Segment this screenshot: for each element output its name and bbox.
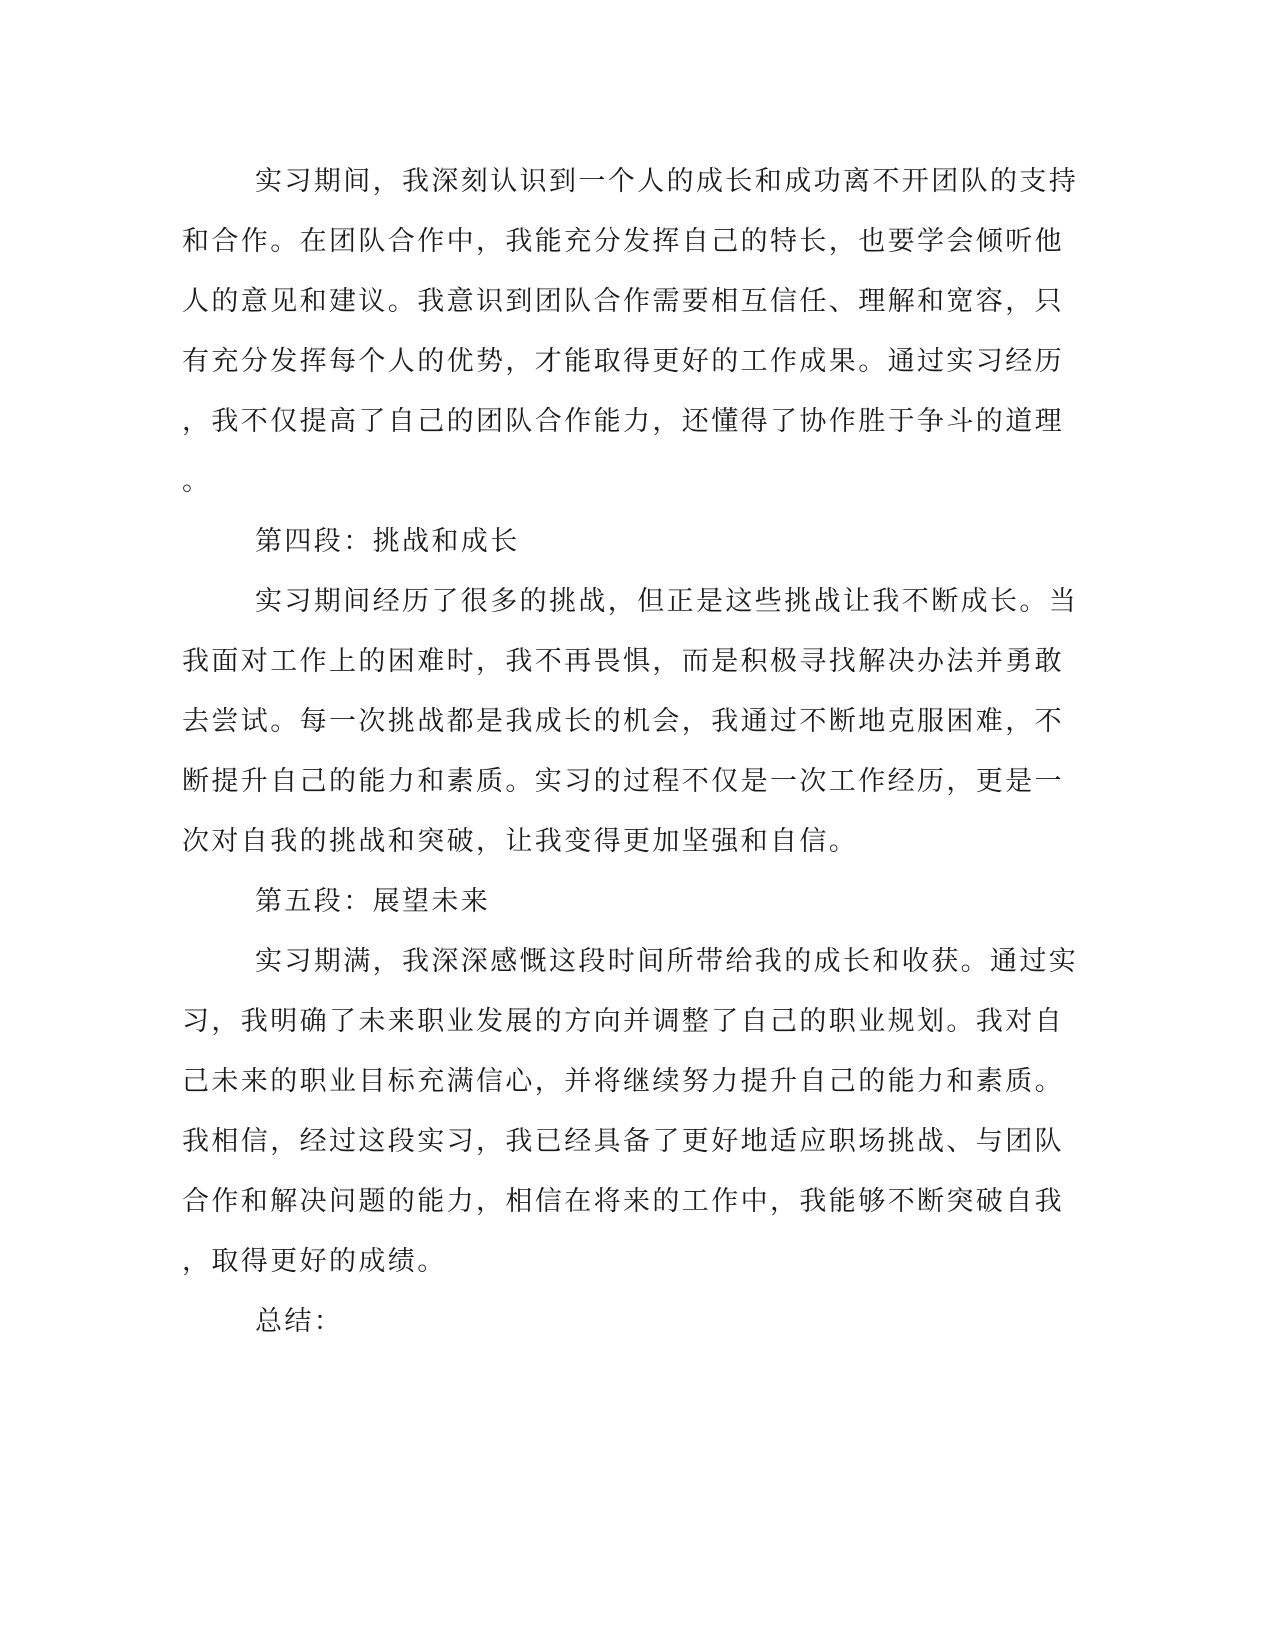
paragraph-line: 合作和解决问题的能力，相信在将来的工作中，我能够不断突破自我	[182, 1186, 1064, 1217]
paragraph-line: 习，我明确了未来职业发展的方向并调整了自己的职业规划。我对自	[182, 1006, 1064, 1037]
paragraph-line: 有充分发挥每个人的优势，才能取得更好的工作成果。通过实习经历	[182, 346, 1064, 377]
paragraph-line: 我相信，经过这段实习，我已经具备了更好地适应职场挑战、与团队	[182, 1126, 1064, 1157]
paragraph-line: 去尝试。每一次挑战都是我成长的机会，我通过不断地克服困难，不	[182, 706, 1064, 737]
paragraph-line: 我面对工作上的困难时，我不再畏惧，而是积极寻找解决办法并勇敢	[182, 646, 1064, 677]
paragraph-line: 断提升自己的能力和素质。实习的过程不仅是一次工作经历，更是一	[182, 766, 1064, 797]
paragraph-line: 己未来的职业目标充满信心，并将继续努力提升自己的能力和素质。	[182, 1066, 1064, 1097]
paragraph-line: ，我不仅提高了自己的团队合作能力，还懂得了协作胜于争斗的道理	[182, 406, 1064, 437]
section-heading: 第四段：挑战和成长	[255, 526, 520, 557]
paragraph-line: 次对自我的挑战和突破，让我变得更加坚强和自信。	[182, 826, 859, 857]
paragraph-line: 和合作。在团队合作中，我能充分发挥自己的特长，也要学会倾听他	[182, 226, 1064, 257]
paragraph-line: 实习期间经历了很多的挑战，但正是这些挑战让我不断成长。当	[255, 586, 1079, 617]
paragraph-line: 。	[182, 466, 212, 497]
paragraph-line: ，取得更好的成绩。	[182, 1246, 447, 1277]
paragraph-line: 人的意见和建议。我意识到团队合作需要相互信任、理解和宽容，只	[182, 286, 1064, 317]
paragraph-line: 实习期间，我深刻认识到一个人的成长和成功离不开团队的支持	[255, 166, 1079, 197]
paragraph-line: 实习期满，我深深感慨这段时间所带给我的成长和收获。通过实	[255, 946, 1079, 977]
section-heading: 第五段：展望未来	[255, 886, 491, 917]
document-body	[182, 152, 1079, 1352]
summary-heading: 总结：	[255, 1306, 344, 1337]
